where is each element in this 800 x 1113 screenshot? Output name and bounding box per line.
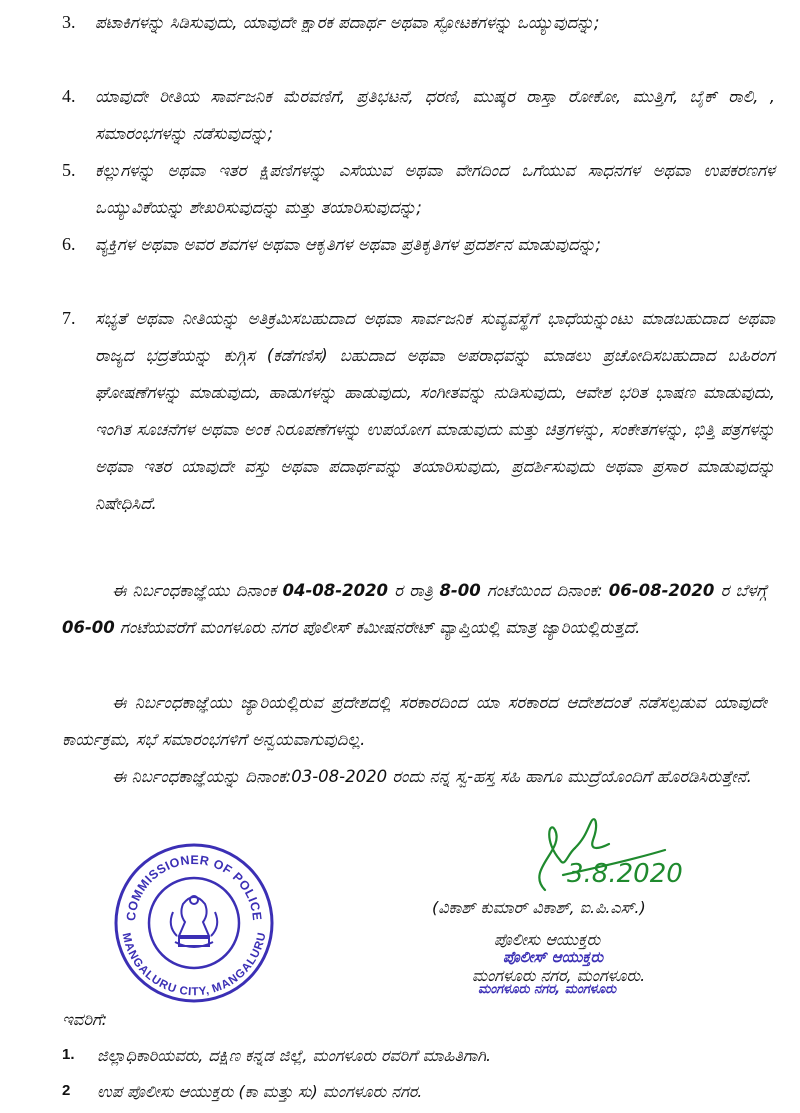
signer-stamp-title: ಪೊಲೀಸ್ ಆಯುಕ್ತರು	[503, 948, 604, 966]
item-text: ಸಭ್ಯತೆ ಅಥವಾ ನೀತಿಯನ್ನು ಅತಿಕ್ರಮಿಸಬಹುದಾದ ಅಥವಾ ಸಾರ್ವಜನಿಕ ಸುವ್ಯವಸ್ಥೆಗೆ ಭಾಧೆಯನ್ನುಂಟು ಮಾಡಬಹುದಾದ ಅಥವಾ ರಾಜ್ಯದ ಭದ್ರತೆಯನ್ನು ಕುಗ್ಗಿಸ (ಕಡೆಗಣಿಸ) ಬಹುದಾದ ಅಥವಾ ಅಪರಾಧವನ್ನು ಮಾಡಲು ಪ್ರಚೋದಿಸಬಹುದಾದ ಬಹಿರಂಗ ಘೋಷಣೆಗಳನ್ನು ಮಾಡುವುದು, ಹಾಡುಗಳನ್ನು ಹಾಡುವುದು, ಸಂಗೀತವನ್ನು ನುಡಿಸುವುದು, ಆವೇಶ ಭರಿತ ಭಾಷಣ ಮಾಡುವುದು, ಇಂಗಿತ ಸೂಚನೆಗಳ ಅಥವಾ ಅಂಕ ನಿರೂಪಣೆಗಳನ್ನು ಉಪಯೋಗ ಮಾಡುವುದು ಮತ್ತು ಚಿತ್ರಗಳನ್ನು, ಸಂಕೇತಗಳನ್ನು, ಭಿತ್ತಿ ಪತ್ರಗಳನ್ನು ಅಥವಾ ಇತರ ಯಾವುದೇ ವಸ್ತು ಅಥವಾ ಪದಾರ್ಥವನ್ನು ತಯಾರಿಸುವುದು, ಪ್ರದರ್ಶಿಸುವುದು ಅಥವಾ ಪ್ರಸಾರ ಮಾಡುವುದನ್ನು ನಿಷೇಧಿಸಿದೆ.	[95, 309, 775, 513]
order-text: ಗಂಟೆಯಿಂದ ದಿನಾಂಕ:	[480, 581, 609, 600]
order-text: ರ ರಾತ್ರಿ	[388, 581, 440, 600]
item-text: ವ್ಯಕ್ತಿಗಳ ಅಥವಾ ಅವರ ಶವಗಳ ಅಥವಾ ಆಕೃತಿಗಳ ಅಥವಾ ಪ್ರತಿಕೃತಿಗಳ ಪ್ರದರ್ಶನ ಮಾಡುವುದನ್ನು;	[95, 235, 601, 254]
item-number: 6.	[62, 234, 76, 254]
signer-stamp-office: ಮಂಗಳೂರು ನಗರ, ಮಂಗಳೂರು	[478, 982, 617, 997]
signer-name: (ವಿಕಾಶ್ ಕುಮಾರ್ ವಿಕಾಶ್, ಐ.ಪಿ.ಎಸ್.)	[432, 898, 646, 917]
item-number: 7.	[62, 308, 76, 328]
item-number: 4.	[62, 86, 76, 106]
order-period-paragraph	[62, 572, 767, 646]
item-number: 5.	[62, 160, 76, 180]
signer-designation: ಪೊಲೀಸು ಆಯುಕ್ತರು	[494, 930, 601, 949]
item-text: ಕಲ್ಲುಗಳನ್ನು ಅಥವಾ ಇತರ ಕ್ಷಿಪಣಿಗಳನ್ನು ಎಸೆಯುವ ಅಥವಾ ವೇಗದಿಂದ ಒಗೆಯುವ ಸಾಧನಗಳ ಅಥವಾ ಉಪಕರಣಗಳ ಒಯ್ಯುವಿಕೆಯನ್ನು ಶೇಖರಿಸುವುದನ್ನು ಮತ್ತು ತಯಾರಿಸುವುದನ್ನು;	[95, 161, 775, 217]
issue-paragraph: ಈ ನಿರ್ಬಂಧಕಾಜ್ಞೆಯನ್ನು ದಿನಾಂಕ:03-08-2020 ರಂದು ನನ್ನ ಸ್ವ-ಹಸ್ತ ಸಹಿ ಹಾಗೂ ಮುದ್ರೆಯೊಂದಿಗೆ ಹೊರಡಿಸಿರುತ್ತೇನೆ.	[112, 767, 752, 786]
item-text: ಯಾವುದೇ ರೀತಿಯ ಸಾರ್ವಜನಿಕ ಮೆರವಣಿಗೆ, ಪ್ರತಿಭಟನೆ, ಧರಣಿ, ಮುಷ್ಕರ ರಾಸ್ತಾ ರೋಕೋ, ಮುತ್ತಿಗೆ, ಬೈಕ್ ರಾಲಿ, , ಸಮಾರಂಭಗಳನ್ನು ನಡೆಸುವುದನ್ನು;	[95, 87, 775, 143]
item-text: ಪಟಾಕಿಗಳನ್ನು ಸಿಡಿಸುವುದು, ಯಾವುದೇ ಕ್ಷಾರಕ ಪದಾರ್ಥ ಅಥವಾ ಸ್ಫೋಟಕಗಳನ್ನು ಒಯ್ಯುವುದನ್ನು;	[95, 13, 600, 32]
signer-office: ಮಂಗಳೂರು ನಗರ, ಮಂಗಳೂರು.	[472, 966, 646, 985]
cc-number: 2	[62, 1082, 71, 1099]
svg-text:MANGALURU CITY, MANGALURU	[120, 932, 269, 998]
signature	[505, 800, 725, 910]
cc-text: ಉಪ ಪೊಲೀಸು ಆಯುಕ್ತರು (ಕಾ ಮತ್ತು ಸು) ಮಂಗಳೂರು ನಗರ.	[97, 1082, 423, 1101]
to-label: ಇವರಿಗೆ:	[62, 1010, 108, 1029]
cc-text: ಜಿಲ್ಲಾಧಿಕಾರಿಯವರು, ದಕ್ಷಿಣ ಕನ್ನಡ ಜಿಲ್ಲೆ, ಮಂಗಳೂರು ರವರಿಗೆ ಮಾಹಿತಿಗಾಗಿ.	[97, 1046, 492, 1065]
end-date: 06-08-2020	[608, 581, 715, 600]
item-number: 3.	[62, 12, 76, 32]
cc-number: 1.	[62, 1046, 75, 1063]
start-time: 8-00	[439, 581, 481, 600]
exemption-paragraph: ಈ ನಿರ್ಬಂಧಕಾಜ್ಞೆಯು ಜ್ಯಾರಿಯಲ್ಲಿರುವ ಪ್ರದೇಶದಲ್ಲಿ ಸರಕಾರದಿಂದ ಯಾ ಸರಕಾರದ ಆದೇಶದಂತೆ ನಡೆಸಲ್ಪಡುವ ಯಾವುದೇ ಕಾರ್ಯಕ್ರಮ, ಸಭೆ ಸಮಾರಂಭಗಳಿಗೆ ಅನ್ವಯವಾಗುವುದಿಲ್ಲ.	[62, 693, 767, 749]
emblem-icon	[171, 896, 218, 947]
start-date: 04-08-2020	[282, 581, 389, 600]
police-seal	[113, 842, 275, 1004]
signature-date: 3.8.2020	[567, 859, 683, 889]
order-text: ರ ಬೆಳಗ್ಗೆ	[714, 581, 767, 600]
order-text: ಗಂಟೆಯವರೆಗೆ ಮಂಗಳೂರು ನಗರ ಪೊಲೀಸ್ ಕಮೀಷನರೇಟ್ ವ್ಯಾಪ್ತಿಯಲ್ಲಿ ಮಾತ್ರ ಜ್ಯಾರಿಯಲ್ಲಿರುತ್ತದೆ.	[114, 618, 641, 637]
order-text: ಈ ನಿರ್ಬಂಧಕಾಜ್ಞೆಯು ದಿನಾಂಕ	[112, 581, 283, 600]
seal-top-text: COMMISSIONER OF POLICE	[123, 852, 265, 922]
end-time: 06-00	[62, 618, 115, 637]
seal-bottom-text: MANGALURU CITY, MANGALURU	[119, 931, 269, 999]
